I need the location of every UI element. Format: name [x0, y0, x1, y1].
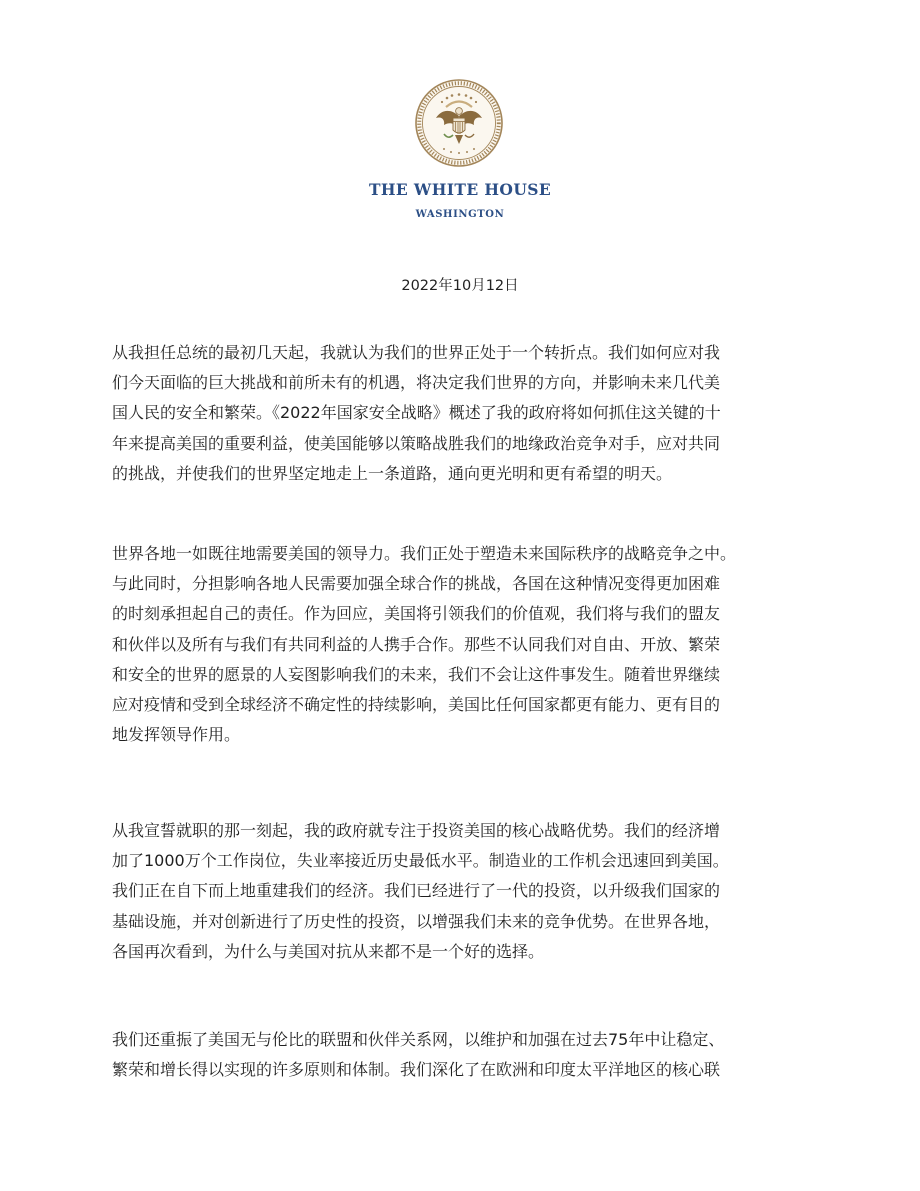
text-line: 加了1000万个工作岗位，失业率接近历史最低水平。制造业的工作机会迅速回到美国。: [112, 851, 729, 871]
text-line: 应对疫情和受到全球经济不确定性的持续影响，美国比任何国家都更有能力、更有目的: [112, 695, 721, 715]
text-line: 世界各地一如既往地需要美国的领导力。我们正处于塑造未来国际秩序的战略竞争之中。: [112, 544, 737, 563]
text-line: 繁荣和增长得以实现的许多原则和体制。我们深化了在欧洲和印度太平洋地区的核心联: [112, 1060, 721, 1080]
body-paragraph: [112, 338, 812, 489]
body-paragraph: [112, 1025, 812, 1085]
body-paragraph: [112, 539, 812, 750]
text-line: 们今天面临的巨大挑战和前所未有的机遇，将决定我们世界的方向，并影响未来几代美: [112, 373, 721, 393]
text-line: 与此同时，分担影响各地人民需要加强全球合作的挑战，各国在这种情况变得更加困难: [112, 574, 721, 594]
text-line: 和安全的世界的愿景的人妄图影响我们的未来，我们不会让这件事发生。随着世界继续: [112, 664, 721, 684]
letter-date: 2022年10月12日: [401, 278, 519, 294]
text-line: 和伙伴以及所有与我们有共同利益的人携手合作。那些不认同我们对自由、开放、繁荣: [112, 634, 721, 654]
text-line: 地发挥领导作用。: [112, 725, 241, 745]
letterhead-title: THE WHITE HOUSE: [368, 180, 552, 199]
text-line: 从我宣誓就职的那一刻起，我的政府就专注于投资美国的核心战略优势。我们的经济增: [112, 821, 721, 840]
text-line: 国人民的安全和繁荣。《2022年国家安全战略》概述了我的政府将如何抓住这关键的十: [112, 403, 721, 423]
text-line: 我们还重振了美国无与伦比的联盟和伙伴关系网，以维护和加强在过去75年中让稳定、: [112, 1030, 725, 1049]
body-paragraph: [112, 816, 812, 967]
presidential-seal-icon: [414, 78, 504, 168]
text-line: 我们正在自下而上地重建我们的经济。我们已经进行了一代的投资，以升级我们国家的: [112, 881, 721, 901]
text-line: 的挑战，并使我们的世界坚定地走上一条道路，通向更光明和更有希望的明天。: [112, 463, 673, 483]
text-line: 从我担任总统的最初几天起，我就认为我们的世界正处于一个转折点。我们如何应对我: [112, 343, 721, 362]
text-line: 各国再次看到，为什么与美国对抗从来都不是一个好的选择。: [112, 941, 545, 961]
text-line: 年来提高美国的重要利益，使美国能够以策略战胜我们的地缘政治竞争对手，应对共同: [112, 433, 721, 453]
text-line: 基础设施，并对创新进行了历史性的投资，以增强我们未来的竞争优势。在世界各地，: [112, 911, 721, 931]
text-line: 的时刻承担起自己的责任。作为回应，美国将引领我们的价值观，我们将与我们的盟友: [112, 604, 721, 624]
letterhead-subtitle: WASHINGTON: [415, 209, 505, 220]
